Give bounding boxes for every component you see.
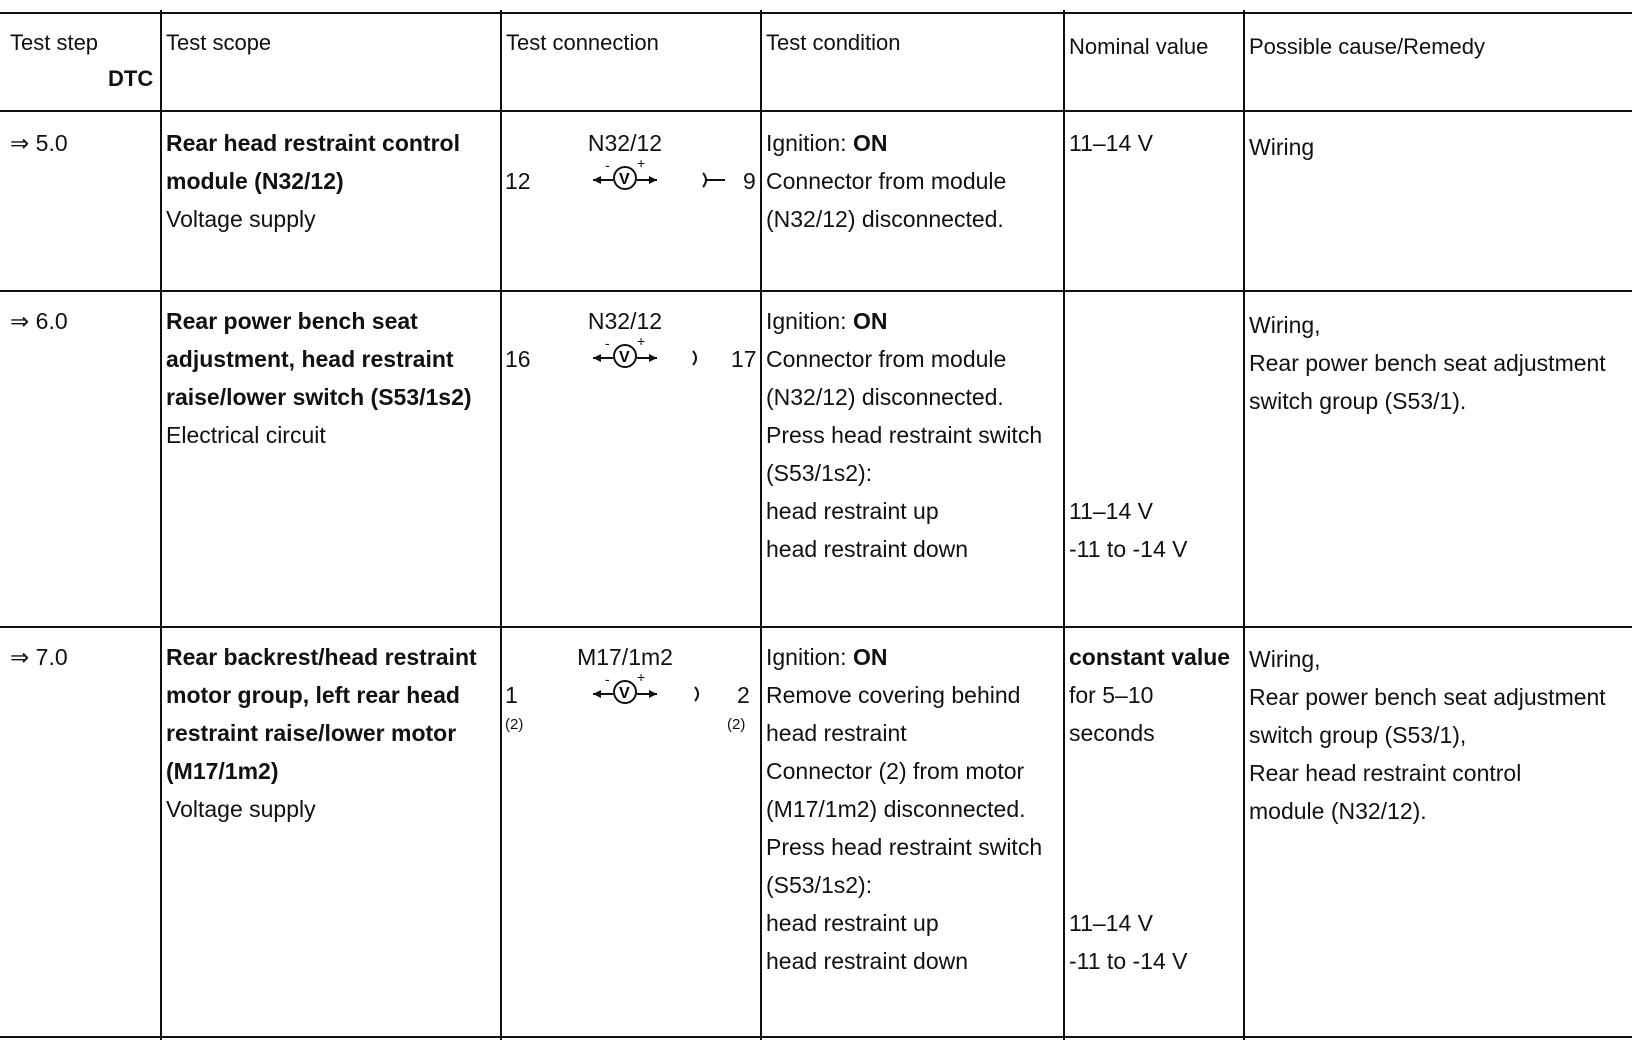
test-step-number: ⇒ 7.0	[10, 644, 68, 670]
possible-cause: Wiring	[1249, 134, 1315, 160]
test-scope-title: restraint raise/lower motor	[166, 720, 457, 746]
test-condition	[766, 638, 1042, 980]
header-dtc: DTC	[108, 66, 154, 91]
condition-line: head restraint down	[766, 948, 969, 974]
test-scope-description: Voltage supply	[166, 206, 316, 232]
column-divider	[1063, 10, 1065, 1040]
header-nominal-value: Nominal value	[1069, 34, 1209, 59]
ignition-label: Ignition:	[766, 644, 847, 670]
test-connection-diagram	[505, 124, 755, 244]
condition-line: Press head restraint switch	[766, 422, 1043, 448]
nominal-value	[1069, 904, 1187, 980]
test-scope	[166, 638, 477, 828]
row-divider	[0, 290, 1632, 292]
ignition-value: ON	[852, 130, 888, 156]
ignition-value: ON	[852, 644, 888, 670]
test-scope-title: Rear head restraint control	[166, 130, 460, 156]
condition-line: Connector from module	[766, 346, 1007, 372]
pin-left-connector: (2)	[505, 716, 524, 733]
cause-line: Wiring,	[1249, 646, 1321, 672]
ignition-label: Ignition:	[766, 308, 847, 334]
condition-line: head restraint	[766, 720, 907, 746]
condition-line: (M17/1m2) disconnected.	[766, 796, 1026, 822]
nominal-value: 11–14 V	[1069, 130, 1153, 156]
pin-left: 12	[505, 168, 531, 194]
voltmeter-symbol-icon	[585, 334, 745, 378]
column-divider	[500, 10, 502, 1040]
svg-text:-: -	[605, 671, 610, 687]
svg-text:-: -	[605, 157, 610, 173]
test-scope-title: raise/lower switch (S53/1s2)	[166, 384, 472, 410]
cause-line: Rear head restraint control	[1249, 760, 1522, 786]
test-scope-title: adjustment, head restraint	[166, 346, 454, 372]
cause-line: Rear power bench seat adjustment	[1249, 350, 1606, 376]
condition-line: (S53/1s2):	[766, 460, 873, 486]
connection-component: N32/12	[587, 130, 663, 156]
voltmeter-symbol-icon	[585, 670, 745, 714]
nominal-value-line: for 5–10	[1069, 682, 1154, 708]
test-scope-title: Rear power bench seat	[166, 308, 418, 334]
nominal-value	[1069, 638, 1230, 752]
svg-text:+: +	[637, 156, 646, 171]
nominal-value-line: -11 to -14 V	[1069, 948, 1188, 974]
test-scope-description: Voltage supply	[166, 796, 316, 822]
header-bottom-rule	[0, 110, 1632, 112]
nominal-value-line: seconds	[1069, 720, 1155, 746]
condition-line: Connector (2) from motor	[766, 758, 1025, 784]
ignition-label: Ignition:	[766, 130, 847, 156]
condition-line: Connector from module	[766, 168, 1007, 194]
header-test-connection: Test connection	[506, 30, 659, 55]
column-divider	[760, 10, 762, 1040]
svg-text:+: +	[637, 334, 646, 349]
condition-line: Press head restraint switch	[766, 834, 1043, 860]
nominal-value-line: 11–14 V	[1069, 498, 1153, 524]
nominal-value-highlight: constant value	[1069, 644, 1231, 670]
test-scope-title: module (N32/12)	[166, 168, 344, 194]
nominal-value-line: -11 to -14 V	[1069, 536, 1188, 562]
ignition-value: ON	[852, 308, 888, 334]
svg-text:V: V	[619, 685, 630, 702]
nominal-value-line: 11–14 V	[1069, 910, 1153, 936]
test-step-number: ⇒ 5.0	[10, 130, 68, 156]
svg-text:+: +	[637, 670, 646, 685]
condition-line: head restraint up	[766, 910, 939, 936]
condition-line: head restraint down	[766, 536, 969, 562]
condition-line: head restraint up	[766, 498, 939, 524]
svg-text:V: V	[619, 349, 630, 366]
nominal-value	[1069, 492, 1187, 568]
ignition-line	[766, 124, 1006, 162]
header-test-condition: Test condition	[766, 30, 901, 55]
cause-line: switch group (S53/1),	[1249, 722, 1467, 748]
pin-right: 2	[737, 682, 750, 708]
condition-line: (S53/1s2):	[766, 872, 873, 898]
condition-line: (N32/12) disconnected.	[766, 206, 1004, 232]
ignition-line	[766, 302, 1042, 340]
column-divider	[1243, 10, 1245, 1040]
cause-line: Rear power bench seat adjustment	[1249, 684, 1606, 710]
table-bottom-rule	[0, 1036, 1632, 1038]
test-scope-title: (M17/1m2)	[166, 758, 279, 784]
condition-line: (N32/12) disconnected.	[766, 384, 1004, 410]
header-test-step: Test step	[10, 30, 99, 55]
test-step-number: ⇒ 6.0	[10, 308, 68, 334]
connection-component: N32/12	[587, 308, 663, 334]
table-top-rule	[0, 12, 1632, 14]
svg-text:-: -	[605, 335, 610, 351]
pin-left: 16	[505, 346, 531, 372]
test-connection-diagram	[505, 302, 755, 422]
test-condition	[766, 302, 1042, 568]
row-divider	[0, 626, 1632, 628]
header-test-scope: Test scope	[166, 30, 272, 55]
cause-line: switch group (S53/1).	[1249, 388, 1467, 414]
test-scope-title: Rear backrest/head restraint	[166, 644, 477, 670]
pin-left: 1	[505, 682, 518, 708]
column-divider	[160, 10, 162, 1040]
possible-cause	[1249, 306, 1606, 420]
ignition-line	[766, 638, 1042, 676]
pin-right: 17	[731, 346, 757, 372]
header-possible-cause: Possible cause/Remedy	[1249, 34, 1486, 59]
possible-cause	[1249, 640, 1606, 830]
voltmeter-symbol-icon	[585, 156, 745, 200]
test-scope-title: motor group, left rear head	[166, 682, 460, 708]
svg-text:V: V	[619, 171, 630, 188]
test-scope	[166, 124, 460, 238]
cause-line: Wiring,	[1249, 312, 1321, 338]
pin-right-connector: (2)	[727, 716, 746, 733]
test-scope-description: Electrical circuit	[166, 422, 326, 448]
test-scope	[166, 302, 472, 454]
test-connection-diagram	[505, 638, 755, 768]
condition-line: Remove covering behind	[766, 682, 1021, 708]
cause-line: module (N32/12).	[1249, 798, 1427, 824]
pin-right: 9	[743, 168, 756, 194]
connection-component: M17/1m2	[577, 644, 673, 670]
test-condition	[766, 124, 1006, 238]
